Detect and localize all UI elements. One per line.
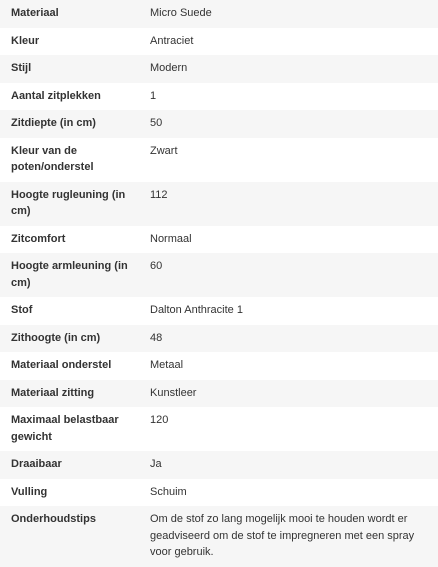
spec-label: Kleur van de poten/onderstel [0,138,142,182]
spec-row-stijl [0,55,438,83]
spec-value: 1 [142,83,438,111]
spec-row-stof [0,297,438,325]
spec-row-materiaal [0,0,438,28]
spec-value: Modern [142,55,438,83]
spec-row-kleur-poten [0,138,438,182]
spec-value: 112 [142,182,438,226]
spec-value: Metaal [142,352,438,380]
spec-label: Draaibaar [0,451,142,479]
spec-label: Maximaal belastbaar gewicht [0,407,142,451]
spec-label: Zithoogte (in cm) [0,325,142,353]
spec-row-materiaal-onderstel [0,352,438,380]
spec-label: Materiaal zitting [0,380,142,408]
spec-row-zitdiepte [0,110,438,138]
spec-value: Ja [142,451,438,479]
spec-value: 120 [142,407,438,451]
spec-row-hoogte-armleuning [0,253,438,297]
spec-row-onderhoudstips [0,506,438,567]
spec-label: Materiaal [0,0,142,28]
spec-row-kleur [0,28,438,56]
spec-row-zitcomfort [0,226,438,254]
spec-label: Zitcomfort [0,226,142,254]
spec-label: Stof [0,297,142,325]
spec-row-zithoogte [0,325,438,353]
spec-label: Onderhoudstips [0,506,142,567]
spec-row-materiaal-zitting [0,380,438,408]
spec-label: Kleur [0,28,142,56]
spec-row-maximaal-belastbaar-gewicht [0,407,438,451]
spec-row-draaibaar [0,451,438,479]
spec-row-aantal-zitplekken [0,83,438,111]
spec-value: Micro Suede [142,0,438,28]
spec-label: Hoogte armleuning (in cm) [0,253,142,297]
spec-label: Materiaal onderstel [0,352,142,380]
spec-row-hoogte-rugleuning [0,182,438,226]
spec-value: Kunstleer [142,380,438,408]
spec-value: Normaal [142,226,438,254]
spec-value: 50 [142,110,438,138]
spec-value: Antraciet [142,28,438,56]
spec-value: Zwart [142,138,438,182]
spec-value: Schuim [142,479,438,507]
spec-value: Dalton Anthracite 1 [142,297,438,325]
spec-label: Stijl [0,55,142,83]
spec-value: 60 [142,253,438,297]
spec-label: Aantal zitplekken [0,83,142,111]
spec-value: 48 [142,325,438,353]
spec-value: Om de stof zo lang mogelijk mooi te houden wordt er geadviseerd om de stof te impregneren met een spray voor gebruik. [142,506,438,567]
spec-row-vulling [0,479,438,507]
spec-label: Vulling [0,479,142,507]
spec-label: Hoogte rugleuning (in cm) [0,182,142,226]
spec-label: Zitdiepte (in cm) [0,110,142,138]
